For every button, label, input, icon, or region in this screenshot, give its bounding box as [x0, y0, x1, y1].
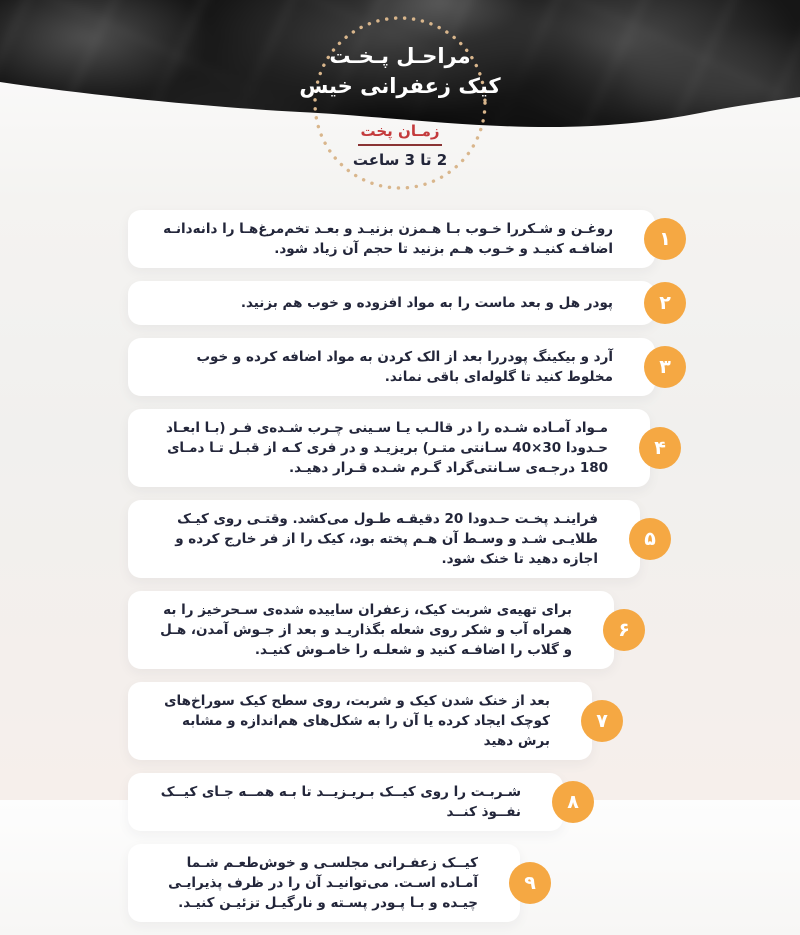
bake-time-block: [0, 121, 800, 170]
step-text: شـربـت را روی کیــک بـریـزیــد تا بـه همــه جـای کیــک نفــوذ کنــد: [160, 784, 521, 820]
step-text: آرد و بیکینگ پودررا بعد از الک کردن به مواد اضافه کرده و خوب مخلوط کنید تا گلوله‌ای باقی نماند.: [196, 349, 613, 385]
bake-time-value: 2 تا 3 ساعت: [352, 151, 448, 169]
step-number-badge: ۵: [629, 518, 671, 560]
step-card: [128, 409, 666, 487]
step-number-badge: ۳: [644, 346, 686, 388]
step-text: کیــک زعفـرانی مجلسـی و خوش‌طعـم شـما آمـاده اسـت. می‌توانیـد آن را در ظرف پذیرایـی چیـده و بـا پـودر پسـته و نارگیـل تزئیـن کنیـد.: [168, 855, 478, 911]
step-number-badge: ۸: [552, 781, 594, 823]
step-row: [128, 500, 656, 578]
step-row: [128, 210, 671, 268]
step-card: [128, 281, 671, 325]
step-row: [128, 591, 630, 669]
step-card: [128, 500, 656, 578]
step-row: [128, 844, 536, 922]
header: [0, 0, 800, 210]
poster-title: [0, 41, 800, 101]
step-card: [128, 210, 671, 268]
step-text: برای تهیه‌ی شربت کیک، زعفران ساییده شده‌ی سـحرخیز را به همراه آب و شکر روی شعله بگذاریـد و بعد از جـوش آمدن، هـل و گلاب را اضافـه کنید و شعلـه را خامـوش کنیـد.: [160, 602, 572, 658]
step-card: [128, 338, 671, 396]
step-number-badge: ۲: [644, 282, 686, 324]
step-text: پودر هل و بعد ماست را به مواد افزوده و خوب هم بزنید.: [240, 295, 613, 311]
step-card: [128, 682, 608, 760]
step-number-badge: ۹: [509, 862, 551, 904]
step-number-badge: ۱: [644, 218, 686, 260]
step-row: [128, 409, 666, 487]
step-number-badge: ۷: [581, 700, 623, 742]
step-card: [128, 844, 536, 922]
bake-time-divider: [358, 144, 442, 146]
bake-time-label: زمـان پخت: [360, 122, 440, 140]
step-text: مـواد آمـاده شـده را در قالـب یـا سـینی چـرب شـده‌ی فـر (بـا ابعـاد حـدودا 30×40 سـانتی متـر) بریزیـد و در فری کـه از قبـل تـا دمـای 180 درجـه‌ی سـانتی‌گراد گـرم شـده قـرار دهیـد.: [166, 420, 608, 476]
step-text: فراینـد پخـت حـدودا 20 دقیقـه طـول می‌کشد. وقتـی روی کیـک طلایـی شـد و وسـط آن هـم پخته بود، کیک را از فر خارج کرده و اجازه دهید تا خنک شود.: [175, 511, 598, 567]
step-row: [128, 338, 671, 396]
steps-list: [0, 210, 800, 935]
step-text: روغـن و شـکررا خـوب بـا هـمزن بزنیـد و بعـد تخم‌مرغ‌هـا را دانه‌دانـه اضافـه کنیـد و خـوب هـم بزنید تا حجم آن زیاد شود.: [163, 221, 613, 257]
step-text: بعد از خنک شدن کیک و شربت، روی سطح کیک سوراخ‌های کوچک ایجاد کرده یا آن را به شکل‌های هم‌اندازه و مشابه برش دهید: [164, 693, 550, 749]
step-row: [128, 682, 608, 760]
step-card: [128, 591, 630, 669]
step-number-badge: ۶: [603, 609, 645, 651]
step-card: [128, 773, 579, 831]
step-row: [128, 281, 671, 325]
step-row: [128, 773, 579, 831]
title-line1: مراحـل پـخـت: [329, 44, 471, 68]
step-number-badge: ۴: [639, 427, 681, 469]
title-line2: کیک زعفرانی خیس: [299, 74, 501, 98]
